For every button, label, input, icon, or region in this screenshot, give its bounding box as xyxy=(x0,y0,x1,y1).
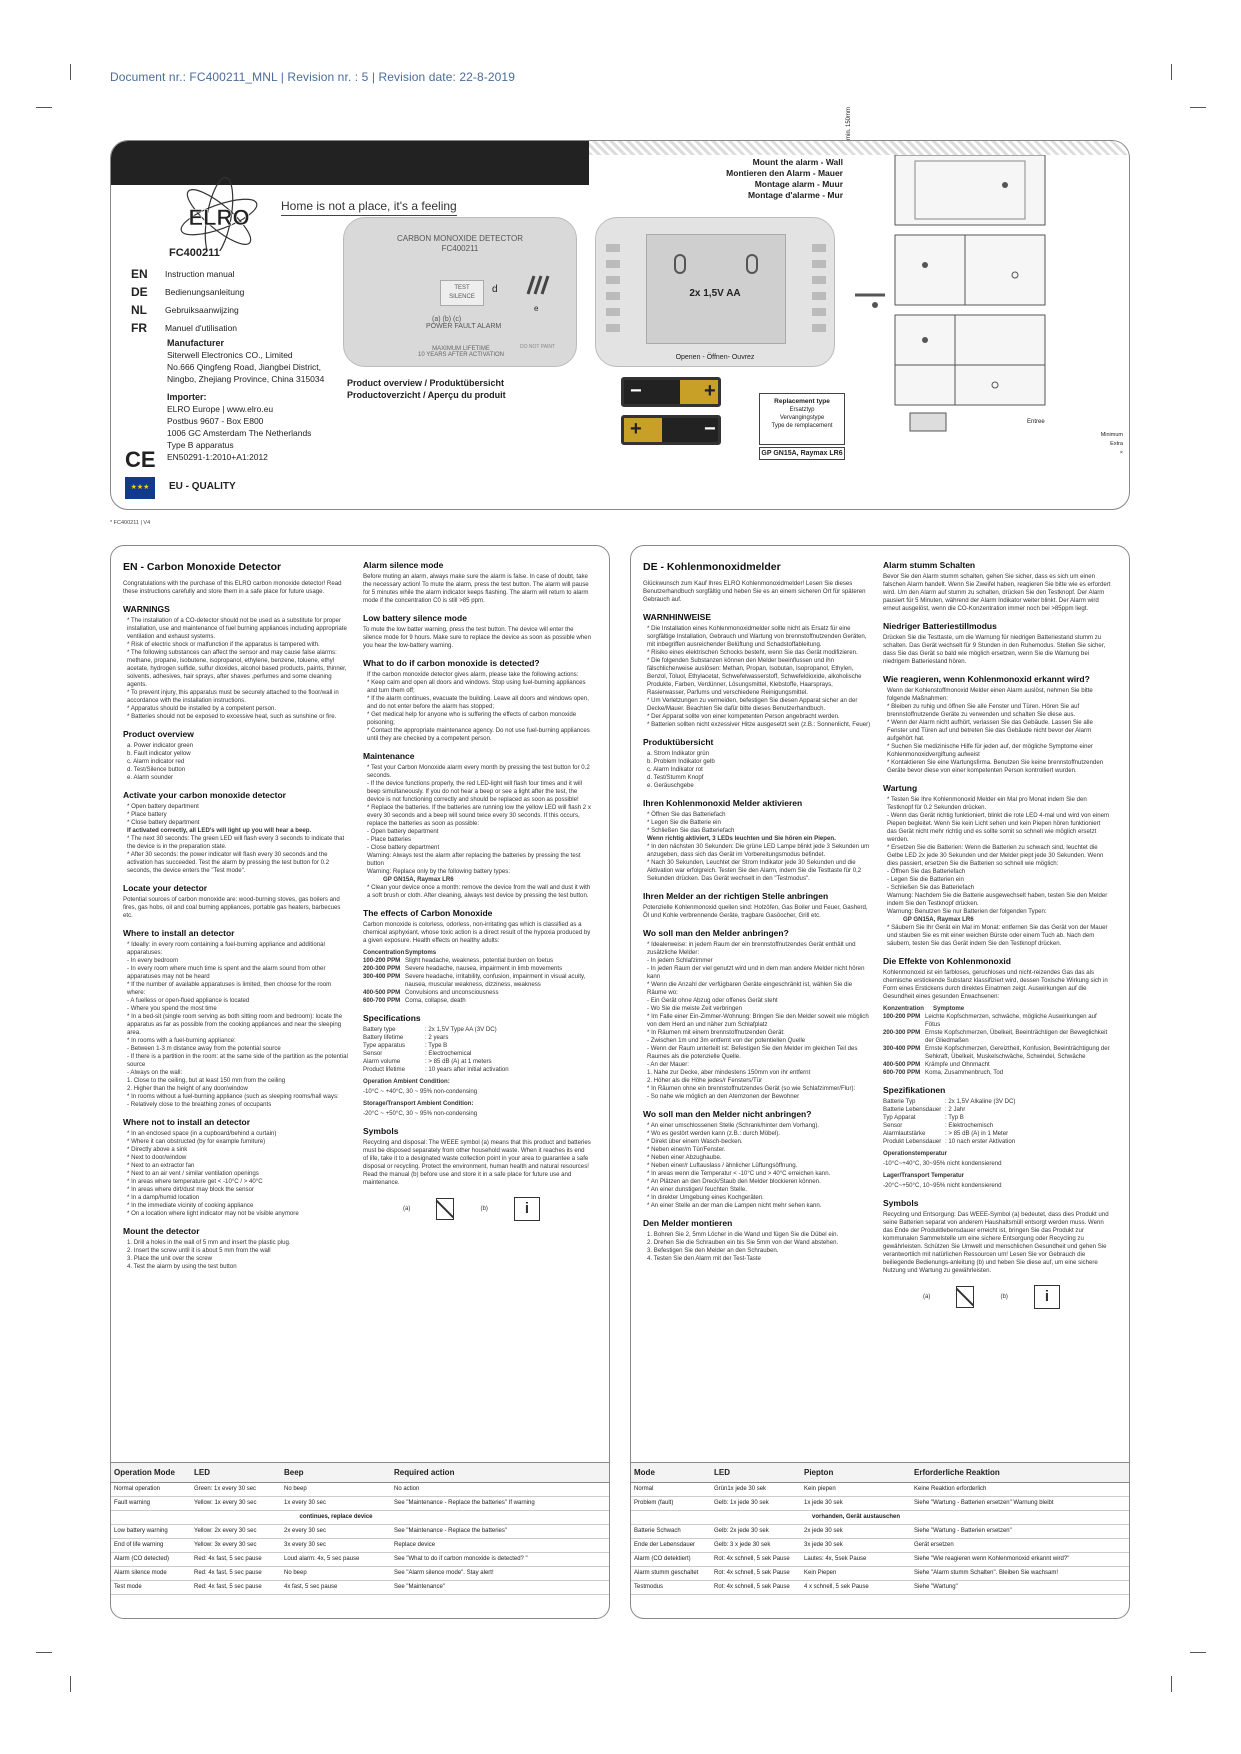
en-wherenot-list: * In an enclosed space (in a cupboard/behind a curtain) * Where it can obstructed (by for example furniture) * Directly above a sink * Next to door/window * Next to an extractor fan * Next to an air vent / similar ventilation openings * In areas where temperature get < -10°C / > 40°C * In areas where dirt/dust may block the sensor * In a damp/humid location * In the immediate vicinity of cooking appliance * On a location where light indicator may not be visible anymore xyxy=(127,1130,299,1217)
crop-mark xyxy=(1190,1652,1206,1653)
de-where-title: Wo soll man den Melder anbringen? xyxy=(643,928,789,938)
de-conc-header: Konzentration Symptome xyxy=(883,1005,965,1012)
en-conc-row: 600-700 PPM Coma, collapse, death xyxy=(363,997,466,1004)
table-row: Testmodus Rot: 4x schnell, 5 sek Pause 4 x schnell, 5 sek Pause Siehe "Wartung" xyxy=(631,1581,1130,1595)
de-symbols-text: Recycling und Entsorgung: Das WEEE-Symbol (a) bedeutet, dass dies Produkt und seine Batterien separat von anderem Haushaltsmüll entsorgt werden muss. Wenn das Ende der Produktlebensdauer erreicht ist, bringen Sie das Produkt zur kommunalen Sammelstelle um eine sichere Entsorgung oder Recycling zu gewährleisten. Schützen Sie Umwelt und menschlichen Gesundheit und gehen Sie verantwortlich mit natürlichen Ressourcen um! Lesen Sie vor Gebrauch die beiliegende Bedienungs-anleitung (b) und heben Sie diese auf, um eine sichere Nutzung und Wartung zu gewährleisten. xyxy=(883,1211,1109,1274)
table-row: Fault warning Yellow: 1x every 30 sec 1x every 30 sec See "Maintenance - Replace the batteries" If warning xyxy=(111,1497,610,1511)
crop-mark xyxy=(1190,107,1206,108)
de-overview-list: a. Strom Indikator grün b. Problem Indikator gelb c. Alarm Indikator rot d. Test/Stumm Knopf e. Geräuschgebe xyxy=(647,750,715,789)
en-maintenance-list: * Test your Carbon Monoxide alarm every month by pressing the test button for 0.2 seconds. - If the device functions properly, the red LED-light will flash four times and it will beep simultaneously. If you do not hear a beep or see a light after the test, the device is not functioning correctly and should be replaced as soon as possible! * Replace the batteries. If the batteries are running low the yellow LED will flash 2 x every 30 seconds and a beep will sound twice every 30 seconds. If this occurs, replace the batteries as soon as possible: - Open battery department - Place batteries - Close battery department Warning: Always test the alarm after replacing the batteries by pressing the test button Warning: Replace only by the following battery types: GP GN15A, Raymax LR6 * Clean your device once a month: remove the device from the wall and dust it with a soft brush or cloth. After cleaning, always test device by pressing the test button. xyxy=(367,764,591,899)
de-column-1 xyxy=(643,560,871,1263)
en-overview-list: a. Power indicator green b. Fault indicator yellow c. Alarm indicator red d. Test/Silence button e. Alarm sounder xyxy=(127,742,194,781)
de-maintenance-list: * Testen Sie Ihre Kohlenmonoxid Melder ein Mal pro Monat indem Sie den Testknopf für 0.2 Sekunden drücken. - Wenn das Gerät richtig funktioniert, blinkt die rote LED 4-mal und wird von einem Piepen begleitet. Wenn Sie kein Licht sehen und kein Piepen hören funktioniert das Gerät nicht mehr richtig und es sollte somit so schnell wie möglich ersetzt werden. * Ersetzen Sie die Batterien: Wenn die Batterien zu schwach sind, leuchtet die Gelbe LED 2x jede 30 Sekunden und der Melder piept jede 30 Sekunden. Wenn dies passiert, ersetzen Sie die Batterien so schnell wie möglich: - Öffnen Sie das Batteriefach - Legen Sie die Batterien ein - Schließen Sie das Batteriefach Warnung: Nachdem Sie die Batterie ausgewechselt haben, testen Sie den Melder indem Sie den Testknopf drücken. Warnung: Benutzen Sie nur Batterien der folgenden Typen: GP GN15A, Raymax LR6 * Säubern Sie Ihr Gerät ein Mal im Monat: entfernen Sie das Gerät von der Mauer und stauben Sie es mit einer weichen Bürste oder einem Tuch ab. Nach dem säubern, testen Sie das Gerät indem Sie den Testknopf drücken. xyxy=(887,796,1110,947)
ce-mark: CE xyxy=(125,447,156,472)
table-row: Test mode Red: 4x fast, 5 sec pause 4x fast, 5 sec pause See "Maintenance" xyxy=(111,1581,610,1595)
de-lowbat-text: Drücken Sie die Testtaste, um die Warnung für niedrigen Batteriestand stumm zu schalten. Das Gerät wechselt für 9 Stunden in den Ruhemodus. Stellen Sie sicher, dass Sie das Gerät so bald wie möglich ersetzen, wenn Sie die Warnung bei niedrigem Batteriestand hören. xyxy=(883,634,1106,665)
lifetime-label: MAXIMUM LIFETIME 10 YEARS AFTER ACTIVATION xyxy=(417,346,505,358)
detector-front-image xyxy=(343,217,577,367)
en-effects-title: The effects of Carbon Monoxide xyxy=(363,908,493,918)
en-silence-title: Alarm silence mode xyxy=(363,560,444,570)
de-whattodo-title: Wie reagieren, wenn Kohlenmonoxid erkannt wird? xyxy=(883,674,1090,684)
de-warnings-list: * Die Installation eines Kohlenmonoxidmelder sollte nicht als Ersatz für eine sorgfältige Installation, Gebrauch und Wartung von brennstoffnutzenden Geräten, mit inbegriffen ausreichender Belüftung und Schadstoffableitung. * Risiko eines elektrischen Schocks besteht, wenn Sie das Gerät modifizieren. * Die folgenden Substanzen können den Melder beeinflussen und ihn fälschlicherweise auslösen: Methan, Propan, Isobutan, Isopropanol, Ethylen, Benzol, Toluol, Ethylacetat, Schwefelwasserstoff, Schwefeldioxide, alkoholische Produkte, Farben, Verdünner, Lösungsmittel, Klebstoffe, Haarsprays, Rasierwasser, Parfums und verschiedene Reinigungsmittel. * Um Verletzungen zu vermeiden, befestigen Sie diesen Apparat sicher an der Decke/Mauer. Beachten Sie dafür bitte dieses Benutzerhandbuch. * Der Apparat sollte von einer kompetenten Person angebracht werden. * Batterien sollten nicht exzessiver Hitze ausgesetzt sein (z.B.: Sonnenlicht, Feuer) xyxy=(647,625,871,728)
detector-label: CARBON MONOXIDE DETECTOR FC400211 xyxy=(396,234,524,253)
en-whattodo-list: If the carbon monoxide detector gives alarm, please take the following actions: * Keep calm and open all doors and windows. Stop using fuel-burning appliances and turn them off; * If the alarm continues, evacuate the building. Leave all doors and windows open, and do not enter before the alarm has stopped; * Get medical help for anyone who is suffering the effects of carbon monoxide poisoning; * Contact the appropriate maintenance agency. Do not use fuel-burning appliances until they are checked by a competent person. xyxy=(367,671,590,742)
en-activate-list: * Open battery department * Place battery * Close battery department If activated correctly, all LED's will light up you will hear a beep. * The next 30 seconds: The green LED will flash every 3 seconds to indicate that the device is in the preparation state. * After 30 seconds: the power indicator will flash every 30 seconds and the activation has succeeded. Test the alarm by pressing the test button for 0.2 seconds, the device enters the "Test mode". xyxy=(127,803,345,874)
table-header-row: Mode LED Piepton Erforderliche Reaktion xyxy=(631,1463,1130,1483)
de-specs-list: Batterie Typ : 2x 1,5V Alkaline (3V DC) Batterie Lebensdauer : 2 Jahr Typ Apparat : Typ B Sensor : Elektrochemisch Alarmlautstärke : > 85 dB (A) in 1 Meter Produkt Lebensdauer : 10 nach erster Aktivation xyxy=(883,1098,1016,1145)
en-operating-value: -10°C ~ +40°C, 30 ~ 95% non-condensing xyxy=(363,1088,478,1095)
de-conc-row: 100-200 PPM Leichte Kopfschmerzen, schwäche, mögliche Auswirkungen auf Fötus xyxy=(883,1013,1097,1028)
de-wherenot-title: Wo soll man den Melder nicht anbringen? xyxy=(643,1109,812,1119)
de-column-2 xyxy=(883,560,1111,1309)
mounting-hole xyxy=(674,254,686,274)
en-conc-row: 400-500 PPM Convulsions and unconsciousness xyxy=(363,989,499,996)
open-label: Openen - Öffnen- Ouvrez xyxy=(675,354,755,361)
en-symbols-text: Recycling and disposal: The WEEE symbol (a) means that this product and batteries must be disposed separately from other household waste. When it reaches its end of life, take it to a designated waste collection point in your area to guarantee a safe disposal or recycling. Protect the environment, human health and natural resources! Read the manual (b) before use and store it in a safe place for future use and maintenance. xyxy=(363,1139,591,1186)
en-conc-header: Concentration Symptoms xyxy=(363,949,437,956)
en-symbols-row xyxy=(403,1197,591,1221)
crop-mark xyxy=(1171,64,1172,80)
de-effects-text: Kohlenmonoxid ist ein farbloses, geruchloses und nicht-reizendes Gas das als chemische erstickende Substanz klassifiziert wird, dessen Toxische Wirkung sich in Form eines Erstickens durch direktes Einatmen zeigt. Auswirkungen auf die Gesundheit eines gesunden Erwachsenen: xyxy=(883,969,1108,1000)
en-warnings-title: WARNINGS xyxy=(123,604,170,614)
de-operating-title: Operationstemperatur xyxy=(883,1150,947,1157)
table-row: Ende der Lebensdauer Gelb: 3 x jede 30 sek 3x jede 30 sek Gerät ersetzen xyxy=(631,1539,1130,1553)
battery-models: GP GN15A, Raymax LR6 xyxy=(759,447,845,460)
en-operation-table xyxy=(111,1462,610,1595)
de-intro: Glückwunsch zum Kauf Ihres ELRO Kohlenmonoxidmelder! Lesen Sie dieses Benutzerhandbuch sorgfältig und heben Sie es an einem sicheren Ort für späteren Gebrauch auf. xyxy=(643,580,866,603)
en-specs-list: Battery type : 2x 1,5V Type AA (3V DC) Battery lifetime : 2 years Type apparatus : Type B Sensor : Electrochemical Alarm volume : > 85 dB (A) at 1 meters Product lifetime : 10 years after initial activation xyxy=(363,1026,509,1073)
weee-bin-icon xyxy=(436,1198,454,1220)
crop-mark xyxy=(70,64,71,80)
de-symbols-title: Symbols xyxy=(883,1198,919,1208)
crop-mark xyxy=(1171,1676,1172,1692)
table-row: Problem (fault) Gelb: 1x jede 30 sek 1x jede 30 sek Siehe "Wartung - Batterien ersetzen" Warnung bleibt xyxy=(631,1497,1130,1511)
de-mount-list: 1. Bohren Sie 2, 5mm Löcher in die Wand und fügen Sie die Dübel ein. 2. Drehen Sie die Schrauben ein bis Sie 5mm von der Wand abstehen. 3. Befestigen Sie den Melder an den Schrauben. 4. Testen Sie den Alarm mit der Test-Taste xyxy=(647,1231,839,1262)
de-locate-title: Ihren Melder an der richtigen Stelle anbringen xyxy=(643,891,829,901)
callout-e: e xyxy=(534,304,539,313)
en-intro: Congratulations with the purchase of this ELRO carbon monoxide detector! Read these instructions carefully and store them in a safe place for future usage. xyxy=(123,580,342,595)
product-overview-caption: Product overview / Produktübersicht Productoverzicht / Aperçu du produit xyxy=(347,378,506,400)
de-overview-title: Produktübersicht xyxy=(643,737,714,747)
mount-instructions: Mount the alarm - Wall Montieren den Alarm - Mauer Montage alarm - Muur Montage d'alarme - Mur xyxy=(726,157,843,200)
sym-b-label: (b) xyxy=(480,1205,488,1212)
language-row: DE Bedienungsanleitung xyxy=(131,285,245,299)
de-where-list: * Idealerweise: in jedem Raum der ein brennstoffnutzendes Gerät enthält und zusätzliche Melder: - In jedem Schlafzimmer - In jeden Raum der viel genutzt wird und in dem man andere Melder nicht hören kann * Wenn die Anzahl der verfügbaren Geräte eingeschränkt ist, wählen Sie die Räume wo: - Ein Gerät ohne Abzug oder offenes Gerät steht - Wo Sie die meiste Zeit verbringen * Im Falle einer Ein-Zimmer-Wohnung: Bringen Sie den Melder soweit wie möglich von dem Herd an und näher zum Schlafplatz * In Räumen mit einem brennstoffnutzenden Gerät: - Zwischen 1m und 3m entfernt von der potentiellen Quelle - Wenn der Raum unterteilt ist: Befestigen Sie den Melder im gleichen Teil des Raumes als die potenzielle Quelle. - An der Mauer: 1. Nahe zur Decke, aber mindestens 150mm von ihr entfernt 2. Höher als die Höhe jedes/r Fensters/Tür * In Räumen ohne ein brennstoffnutzendes Gerät (so wie Schlafzimmer/Flur): - So nahe wie möglich an den Atemzonen der Bewohner xyxy=(647,941,869,1100)
table-row: Low battery warning Yellow: 2x every 30 sec 2x every 30 sec See "Maintenance - Replace the batteries" xyxy=(111,1525,610,1539)
battery-spec: 2x 1,5V AA xyxy=(689,288,741,299)
en-wherenot-title: Where not to install an detector xyxy=(123,1117,251,1127)
en-locate-text: Potential sources of carbon monoxide are: wood-burning stoves, gas boilers and fires, gas hobs, oil and coal burning appliances, portable gas heaters, barbecues etc. xyxy=(123,896,341,919)
house-legend: Minimum Extra × xyxy=(1100,432,1123,456)
table-row: Alarm silence mode Red: 4x fast, 5 sec pause No beep See "Alarm silence mode". Stay alert! xyxy=(111,1567,610,1581)
de-locate-text: Potenzielle Kohlenmonoxid quellen sind: Holzöfen, Gas Boiler und Feuer, Gasherd, Öl und Kohle verbrennende Geräte, tragbare Gasöocher, Grill etc. xyxy=(643,904,868,919)
manual-info-icon: i xyxy=(514,1197,540,1221)
weee-bin-icon xyxy=(956,1286,974,1308)
en-where-list: * Ideally: in every room containing a fuel-burning appliance and additional apparatuses: - In every bedroom - In every room where much time is spent and the alarm sound from other apparatuses may not be heard * If the number of available apparatuses is limited, then choose for the room where: - A fuelless or open-flued appliance is located - Where you spend the most time * In a bed-sit (single room serving as both sitting room and bedroom): locate the apparatus as far as possible from the cooking appliances and near the sleeping area. * In rooms with a fuel-burning appliance: - Between 1-3 m distance away from the potential source - If there is a partition in the room: at the same side of the partition as the potential source - Always on the wall: 1. Close to the ceiling, but at least 150 mm from the ceiling 2. Higher than the height of any door/window * In rooms without a fuel-burning appliance (such as sleeping rooms/hall ways: - Relatively close to the breathing zones of occupants xyxy=(127,941,348,1108)
table-row: Normal Grün1x jede 30 sek Kein piepen Keine Reaktion erforderlich xyxy=(631,1483,1130,1497)
table-row: End of life warning Yellow: 3x every 30 sec 3x every 30 sec Replace device xyxy=(111,1539,610,1553)
de-specs-title: Spezifikationen xyxy=(883,1085,946,1095)
crop-mark xyxy=(36,1652,52,1653)
en-mount-list: 1. Drill a holes in the wall of 5 mm and insert the plastic plug. 2. Insert the screw until it is about 5 mm from the wall 3. Place the unit over the screw 4. Test the alarm by using the test button xyxy=(127,1239,291,1270)
language-row: EN Instruction manual xyxy=(131,267,235,281)
de-manual-panel xyxy=(630,545,1130,1619)
table-row: Alarm stumm geschaltet Rot: 4x schnell, 5 sek Pause Kein Piepen Siehe "Alarm stumm Schalten". Bleiben Sie wachsam! xyxy=(631,1567,1130,1581)
language-row: FR Manuel d'utilisation xyxy=(131,321,238,335)
en-storage-title: Storage/Transport Ambient Condition: xyxy=(363,1100,474,1107)
en-warnings-list: * The installation of a CO-detector should not be used as a substitute for proper installation, use and maintenance of fuel burning appliances including appropriate ventilation and exhaust systems. * Risk of electric shock or malfunction if the apparatus is tampered with. * The following substances can affect the sensor and may cause false alarms: methane, propane, isobutene, isopropanol, ethylene, benzene, toluene, ethyl acetate, hydrogen sulfide, sulfur dioxides, alcohol based products, paints, thinner, solvents, adhesives, hair sprays, after shaves ,perfumes and some cleaning agents. * To prevent injury, this apparatus must be securely attached to the floor/wall in accordance with the installation instructions. * Apparatus should be installed by a competent person. * Batteries should not be exposed to excessive heat, such as sunshine or fire. xyxy=(127,617,347,720)
de-warnings-title: WARNHINWEISE xyxy=(643,612,711,622)
en-maintenance-title: Maintenance xyxy=(363,751,415,761)
de-operation-table xyxy=(631,1462,1130,1595)
en-manual-panel xyxy=(110,545,610,1619)
elro-logo xyxy=(171,171,271,251)
de-conc-row: 300-400 PPM Ernste Kopfschmerzen, Gereiztheit, Konfusion, Beeinträchtigung der Sehkraft, Übelkeit, Muskelschwäche, Schwindel, Schwäche xyxy=(883,1045,1110,1060)
battery-icon: + − xyxy=(621,415,721,445)
table-row: Alarm (CO detected) Red: 4x fast, 5 sec pause Loud alarm: 4x, 5 sec pause See "What to do if carbon monoxide is detected? " xyxy=(111,1553,610,1567)
do-not-paint: DO NOT PAINT xyxy=(520,344,556,350)
de-maintenance-title: Wartung xyxy=(883,783,918,793)
en-mount-title: Mount the detector xyxy=(123,1226,200,1236)
de-activate-title: Ihren Kohlenmonoxid Melder aktivieren xyxy=(643,798,803,808)
de-silence-text: Bevor Sie den Alarm stumm schalten, gehen Sie sicher, dass es sich um einen falschen Alarm handelt. Wenn Sie Zweifel haben, reagieren Sie bitte wie es erfordert wird. Um den Alarm auf stumm zu schalten, drücken Sie den Testknopf. Der Alarm pausiert für 5 Minuten, während der Alarm Indikator weiter blinkt. Der Alarm wird erneut ausgelöst, wenn die CO-Konzentration immer noch bei >85ppm liegt. xyxy=(883,573,1111,612)
callout-d: d xyxy=(492,284,498,295)
en-lowbat-text: To mute the low batter warning, press the test button. The device will enter the silence mode for 9 hours. Make sure to replace the device as soon as possible when you hear the low-battery warning. xyxy=(363,626,591,649)
en-storage-value: -20°C ~ +50°C, 30 ~ 95% non-condensing xyxy=(363,1110,478,1117)
en-whattodo-title: What to do if carbon monoxide is detected? xyxy=(363,658,540,668)
logo-wordmark: ELRO xyxy=(188,205,250,230)
version-note: * FC400211 | V4 xyxy=(110,520,151,526)
table-row: Alarm (CO detektiert) Rot: 4x schnell, 5 sek Pause Lautes: 4x, 5sek Pause Siehe "Wie reagieren wenn Kohlenmonoxid erkannt wird?" xyxy=(631,1553,1130,1567)
model-number: FC400211 xyxy=(169,247,220,259)
replacement-type: Replacement type Ersatztyp Vervangingstype Type de remplacement xyxy=(759,393,845,445)
de-effects-title: Die Effekte von Kohlenmonoxid xyxy=(883,956,1011,966)
en-column-1 xyxy=(123,560,351,1271)
de-silence-title: Alarm stumm Schalten xyxy=(883,560,976,570)
eu-quality: EU - QUALITY xyxy=(169,481,236,492)
de-conc-row: 200-300 PPM Ernste Kopfschmerzen, Übelkeit, Beeinträchtigen der Beweglichkeit der Gliedmaßen xyxy=(883,1029,1108,1044)
de-storage-value: -20°C~+50°C, 10~95% nicht kondensierend xyxy=(883,1182,1002,1189)
detector-back-image xyxy=(595,217,835,367)
en-overview-title: Product overview xyxy=(123,729,194,739)
de-symbols-row xyxy=(923,1285,1111,1309)
de-conc-row: 400-500 PPM Krämpfe und Ohnmacht xyxy=(883,1061,990,1068)
en-conc-row: 200-300 PPM Severe headache, nausea, impairment in limb movements xyxy=(363,965,563,972)
tagline: Home is not a place, it's a feeling xyxy=(281,199,457,216)
table-row: Batterie Schwach Gelb: 2x jede 30 sek 2x jede 30 sek Siehe "Wartung - Batterien ersetzen" xyxy=(631,1525,1130,1539)
mounting-hole xyxy=(746,254,758,274)
de-storage-title: Lager/Transport Temperatur xyxy=(883,1172,965,1179)
de-mount-title: Den Melder montieren xyxy=(643,1218,733,1228)
de-lowbat-title: Niedriger Batteriestillmodus xyxy=(883,621,997,631)
en-conc-row: 300-400 PPM Severe headache, irritability, confusion, impairment in visual acuity, nausea, muscular weakness, dizziness, weakness xyxy=(363,973,586,988)
en-conc-row: 100-200 PPM Slight headache, weakness, potential burden on foetus xyxy=(363,957,554,964)
test-silence-button: TEST SILENCE xyxy=(440,280,484,306)
en-symbols-title: Symbols xyxy=(363,1126,399,1136)
de-whattodo-list: Wenn der Kohlenstoffmonoxid Melder einen Alarm auslöst, nehmen Sie bitte folgende Maßnahmen: * Bleiben zu ruhig und öffnen Sie alle Fenster und Türen. Hören Sie auf brennstoffnutzende Geräte zu verwenden und schalten Sie diese aus. * Wenn der Alarm nicht aufhört, verlassen Sie das Gebäude. Lassen Sie alle Fenster und Türen auf und betreten Sie das Gebäude nicht bevor der Alarm aufgehört hat. * Suchen Sie medizinische Hilfe für jeden auf, der mögliche Symptome einer Kohlenmonoxidvergiftung aufweist * Kontaktieren Sie eine Wartungsfirma. Benutzen Sie keine brennstoffnutzenden Geräte bevor diese von einer kompetenten Person kontrolliert wurden. xyxy=(887,687,1104,774)
crop-mark xyxy=(70,1676,71,1692)
en-lowbat-title: Low battery silence mode xyxy=(363,613,467,623)
en-where-title: Where to install an detector xyxy=(123,928,235,938)
manufacturer-info: Manufacturer Siterwell Electronics CO., Limited No.666 Qingfeng Road, Jiangbei District, Ningbo, Zhejiang Province, China 315034 Importer: ELRO Europe | www.elro.eu Postbus 9607 - Box E800 1006 GC Amsterdam The Netherlands Type B apparatus EN50291-1:2010+A1:2012 xyxy=(167,338,325,462)
eu-flag-icon: ★★★ xyxy=(125,477,155,499)
en-silence-text: Before muting an alarm, always make sure the alarm is false. In case of doubt, take the necessary action! To mute the alarm, press the test button. The alarm will pause for 5 minutes while the alarm indicator keeps flashing. The alarm will return to alarm mode if the concentration C0 is still >85 ppm. xyxy=(363,573,589,604)
de-conc-row: 600-700 PPM Koma, Zusammenbruch, Tod xyxy=(883,1069,1004,1076)
manual-info-icon: i xyxy=(1034,1285,1060,1309)
crop-mark xyxy=(36,107,52,108)
en-activate-title: Activate your carbon monoxide detector xyxy=(123,790,286,800)
house-floorplan-image xyxy=(855,155,1125,455)
language-list xyxy=(131,265,244,337)
entree-label: Entree xyxy=(1027,419,1045,425)
table-row: continues, replace device xyxy=(111,1511,610,1525)
de-title: DE - Kohlenmonoxidmelder xyxy=(643,561,781,573)
min-distance-label: min. 150mm xyxy=(846,106,852,140)
de-wherenot-list: * An einer umschlossenen Stelle (Schrank/hinter dem Vorhang). * Wo es gestört werden kann (z.B.: durch Möbel). * Direkt über einem Wasch-becken. * Neben einer/m Tür/Fenster. * Neben einer Abzughaube. * Neben einer/r Luftauslass / ähnlicher Lüftungsöffnung. * In areas wenn die Temperatur < -10°C und > 40°C erreichen kann. * An Plätzen an den Dreck/Staub den Melder blockieren können. * An einer dunstigen/ feuchten Stelle. * In direkter Umgebung eines Kochgeräten. * An einer Stelle an der man die Lampen nicht mehr sehen kann. xyxy=(647,1122,831,1209)
led-indicators: (a) (b) (c) POWER FAULT ALARM xyxy=(426,316,502,330)
en-specs-title: Specifications xyxy=(363,1013,421,1023)
battery-icon: − + xyxy=(621,377,721,407)
sym-a-label: (a) xyxy=(403,1205,411,1212)
en-locate-title: Locate your detector xyxy=(123,883,208,893)
en-title: EN - Carbon Monoxide Detector xyxy=(123,561,282,573)
table-row: Normal operation Green: 1x every 30 sec No beep No action xyxy=(111,1483,610,1497)
sym-b-label: (b) xyxy=(1000,1293,1008,1300)
de-activate-list: * Öffnen Sie das Batteriefach * Legen Sie die Batterie ein * Schließen Sie das Batteriefach Wenn richtig aktiviert, 3 LEDs leuchten und Sie hören ein Piepen. * In den nächsten 30 Sekunden: Die grüne LED Lampe blinkt jede 3 Sekunden um anzugeben, dass sich das Gerät im Vorbereitungsmodus befindet. * Nach 30 Sekunden, Leuchtet der Strom Indikator jede 30 Sekunden und die Aktivation war erfolgreich. Testen Sie den Alarm, indem Sie die Testtaste für 0,2 Sekunden drücken. Das Gerät wechselt in den "Testmodus". xyxy=(647,811,870,882)
document-info-line: Document nr.: FC400211_MNL | Revision nr. : 5 | Revision date: 22-8-2019 xyxy=(110,70,515,84)
de-operating-value: -10°C~+40°C, 30~95% nicht kondensierend xyxy=(883,1160,1002,1167)
en-operating-title: Operation Ambient Condition: xyxy=(363,1078,450,1085)
en-column-2 xyxy=(363,560,591,1221)
language-row: NL Gebruiksaanwijzing xyxy=(131,303,239,317)
table-header-row: Operation Mode LED Beep Required action xyxy=(111,1463,610,1483)
sounder-icon xyxy=(524,272,550,298)
en-effects-text: Carbon monoxide is colorless, odorless, non-irritating gas which is classified as a chemical asphyxiant, whose toxic action is a direct result of the hypoxia produced by a given exposure. Health effects on healthy adults: xyxy=(363,921,591,944)
table-row: vorhanden, Gerät austauschen xyxy=(631,1511,1130,1525)
sym-a-label: (a) xyxy=(923,1293,931,1300)
